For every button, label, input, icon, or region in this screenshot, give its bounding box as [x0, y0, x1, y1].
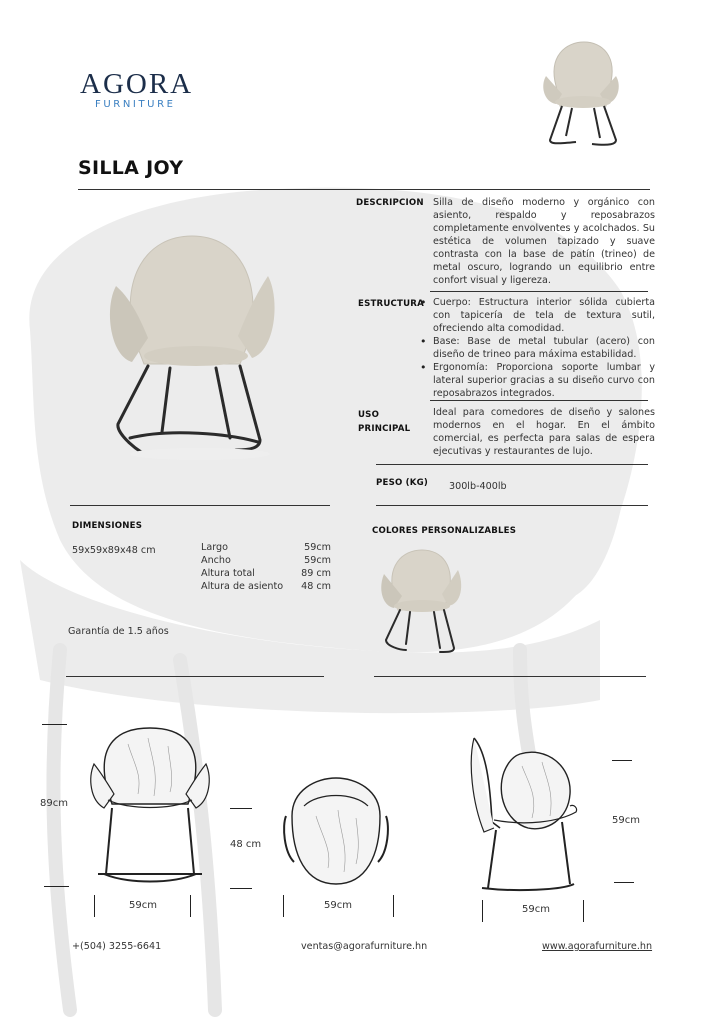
chair-thumbnail-top-image	[536, 36, 626, 156]
colores-label: COLORES PERSONALIZABLES	[372, 526, 517, 536]
dimension-name: Largo	[201, 542, 228, 553]
estructura-item: • Base: Base de metal tubular (acero) con diseño de trineo para máxima estabilidad.	[419, 335, 655, 361]
front-height-top-tick	[42, 724, 67, 725]
side-view-drawing	[466, 732, 586, 896]
peso-divider	[376, 505, 648, 506]
dimension-value: 59cm	[304, 555, 331, 566]
descripcion-line: confort visual y ligereza.	[433, 275, 551, 286]
footer-website-link[interactable]: www.agorafurniture.hn	[542, 941, 653, 952]
dimension-name: Altura de asiento	[201, 581, 284, 592]
dimensions-top-divider	[70, 505, 330, 506]
estructura-item: • Ergonomía: Proporciona soporte lumbar y lateral superior gracias a su diseño curvo con reposabrazos integrados.	[419, 361, 655, 400]
descripcion-text	[433, 196, 655, 287]
dimensions-table	[201, 541, 331, 593]
dimensions-label: DIMENSIONES	[72, 521, 143, 531]
dimension-name: Ancho	[201, 555, 231, 566]
front-height-bottom-tick	[44, 886, 69, 887]
side-depth-label: 59cm	[612, 815, 640, 826]
dimension-row	[201, 554, 331, 567]
footer-phone: +(504) 3255-6641	[72, 941, 162, 952]
principal-label: PRINCIPAL	[358, 424, 411, 434]
descripcion-divider	[430, 291, 648, 292]
seat-height-bottom-tick	[230, 888, 252, 889]
descripcion-line: metal oscuro, logrando un equilibrio entre	[433, 262, 655, 273]
top-view-drawing	[282, 776, 390, 892]
descripcion-label: DESCRIPCION	[356, 198, 424, 208]
dimension-value: 48 cm	[301, 581, 331, 592]
side-width-right-tick	[583, 900, 584, 922]
dimension-row	[201, 580, 331, 593]
product-title: SILLA JOY	[78, 157, 184, 179]
side-width-label: 59cm	[522, 904, 550, 915]
chair-color-option-image	[376, 544, 466, 656]
warranty-text: Garantía de 1.5 años	[68, 626, 169, 637]
descripcion-line: Silla de diseño moderno y orgánico con	[433, 197, 655, 208]
descripcion-line: completamente envolventes y acolchados. Su	[433, 223, 655, 234]
title-divider	[78, 189, 650, 190]
front-width-right-tick	[190, 895, 191, 917]
uso-divider	[376, 464, 648, 465]
dimension-row	[201, 541, 331, 554]
dimension-value: 59cm	[304, 542, 331, 553]
dimensions-summary: 59x59x89x48 cm	[72, 545, 156, 556]
uso-text: Ideal para comedores de diseño y salones modernos en el hogar. En el ámbito comercial, es perfecta para salas de espera ejecutivas y restaurantes de lujo.	[433, 407, 655, 457]
top-width-right-tick	[393, 895, 394, 917]
brand-tagline: FURNITURE	[95, 99, 176, 110]
top-width-left-tick	[283, 895, 284, 917]
peso-value: 300lb-400lb	[449, 481, 507, 492]
colores-divider	[374, 676, 646, 677]
chair-main-image	[100, 228, 280, 468]
front-height-label: 89cm	[40, 798, 68, 809]
descripcion-line: contrasta con la base de patín (trineo) de	[433, 249, 655, 260]
estructura-list	[419, 296, 655, 400]
side-depth-top-tick	[612, 760, 632, 761]
side-depth-bottom-tick	[614, 882, 634, 883]
front-width-label: 59cm	[129, 900, 157, 911]
peso-label: PESO (KG)	[376, 478, 429, 488]
uso-label: USO	[358, 410, 380, 420]
estructura-label: ESTRUCTURA	[358, 299, 424, 309]
descripcion-line: estética de volumen tapizado y suave	[433, 236, 655, 247]
seat-height-top-tick	[230, 808, 252, 809]
dimension-row	[201, 567, 331, 580]
side-width-left-tick	[482, 900, 483, 922]
dimensions-bottom-divider	[66, 676, 324, 677]
front-width-left-tick	[94, 895, 95, 917]
dimension-name: Altura total	[201, 568, 255, 579]
estructura-divider	[430, 400, 648, 401]
footer-email-link[interactable]: ventas@agorafurniture.hn	[301, 941, 428, 952]
descripcion-line: asiento, respaldo y reposabrazos	[433, 210, 655, 221]
seat-height-label: 48 cm	[230, 839, 262, 850]
top-width-label: 59cm	[324, 900, 352, 911]
front-view-drawing	[88, 724, 212, 894]
estructura-item: • Cuerpo: Estructura interior sólida cubierta con tapicería de tela de textura sutil, ofreciendo alta comodidad.	[419, 296, 655, 335]
dimension-value: 89 cm	[301, 568, 331, 579]
brand-logo: AGORA	[80, 68, 194, 100]
